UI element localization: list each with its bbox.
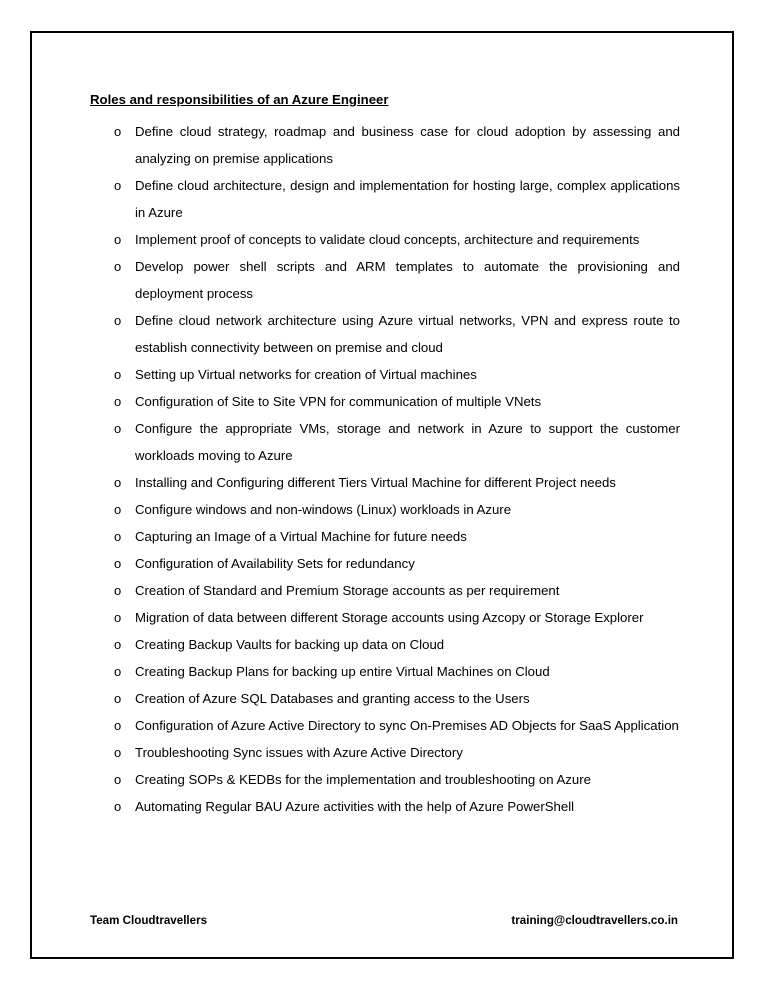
footer-team-name: Team Cloudtravellers — [90, 914, 208, 927]
bullet-icon: o — [114, 259, 122, 274]
bullet-icon: o — [114, 475, 122, 490]
bullet-icon: o — [114, 556, 122, 571]
list-item-text: Setting up Virtual networks for creation of Virtual machines — [135, 367, 477, 382]
bullet-icon: o — [114, 502, 122, 517]
list-item-text: Automating Regular BAU Azure activities with the help of Azure PowerShell — [135, 799, 575, 814]
list-item — [114, 793, 680, 820]
list-item-text: Configuration of Site to Site VPN for communication of multiple VNets — [135, 394, 542, 409]
list-item-text: Configure windows and non-windows (Linux) workloads in Azure — [135, 502, 512, 517]
list-item — [114, 253, 680, 307]
list-item-text: Creation of Standard and Premium Storage accounts as per requirement — [135, 583, 560, 598]
footer-email: training@cloudtravellers.co.in — [511, 914, 678, 927]
list-item-text: Installing and Configuring different Tiers Virtual Machine for different Project needs — [135, 475, 616, 490]
list-item — [114, 523, 680, 550]
list-item — [114, 766, 680, 793]
list-item — [114, 550, 680, 577]
bullet-icon: o — [114, 691, 122, 706]
list-item — [114, 469, 680, 496]
list-item-text: Creation of Azure SQL Databases and granting access to the Users — [135, 691, 530, 706]
list-item-text: Define cloud strategy, roadmap and business case for cloud adoption by assessing and analyzing on premise applications — [135, 124, 680, 166]
list-item — [114, 658, 680, 685]
bullet-icon: o — [114, 637, 122, 652]
list-item — [114, 226, 680, 253]
bullet-icon: o — [114, 529, 122, 544]
list-item-text: Creating SOPs & KEDBs for the implementation and troubleshooting on Azure — [135, 772, 591, 787]
list-item-text: Configuration of Availability Sets for redundancy — [135, 556, 415, 571]
bullet-icon: o — [114, 745, 122, 760]
list-item — [114, 307, 680, 361]
list-item-text: Develop power shell scripts and ARM templates to automate the provisioning and deployment process — [135, 259, 680, 301]
list-item — [114, 739, 680, 766]
bullet-icon: o — [114, 610, 122, 625]
list-item — [114, 631, 680, 658]
bullet-icon: o — [114, 367, 122, 382]
bullet-icon: o — [114, 178, 122, 193]
bullet-icon: o — [114, 799, 122, 814]
list-item-text: Configure the appropriate VMs, storage and network in Azure to support the customer workloads moving to Azure — [135, 421, 680, 463]
bullet-icon: o — [114, 772, 122, 787]
list-item — [114, 118, 680, 172]
list-item — [114, 496, 680, 523]
section-heading: Roles and responsibilities of an Azure Engineer — [90, 92, 389, 107]
list-item — [114, 388, 680, 415]
bullet-icon: o — [114, 421, 122, 436]
list-item — [114, 685, 680, 712]
list-item — [114, 604, 680, 631]
bullet-icon: o — [114, 124, 122, 139]
bullet-icon: o — [114, 718, 122, 733]
bullet-icon: o — [114, 394, 122, 409]
list-item — [114, 577, 680, 604]
list-item — [114, 172, 680, 226]
list-item-text: Implement proof of concepts to validate cloud concepts, architecture and requirements — [135, 232, 640, 247]
list-item-text: Migration of data between different Storage accounts using Azcopy or Storage Explorer — [135, 610, 644, 625]
list-item-text: Creating Backup Vaults for backing up data on Cloud — [135, 637, 445, 652]
list-item — [114, 415, 680, 469]
list-item-text: Define cloud network architecture using Azure virtual networks, VPN and express route to establish connectivity between on premise and cloud — [135, 313, 680, 355]
list-item-text: Troubleshooting Sync issues with Azure Active Directory — [135, 745, 463, 760]
list-item — [114, 361, 680, 388]
list-item-text: Configuration of Azure Active Directory to sync On-Premises AD Objects for SaaS Application — [135, 718, 679, 733]
bullet-icon: o — [114, 313, 122, 328]
responsibilities-list — [114, 118, 680, 820]
list-item-text: Define cloud architecture, design and implementation for hosting large, complex applications in Azure — [135, 178, 680, 220]
list-item-text: Creating Backup Plans for backing up entire Virtual Machines on Cloud — [135, 664, 550, 679]
bullet-icon: o — [114, 583, 122, 598]
list-item — [114, 712, 680, 739]
bullet-icon: o — [114, 664, 122, 679]
bullet-icon: o — [114, 232, 122, 247]
list-item-text: Capturing an Image of a Virtual Machine for future needs — [135, 529, 467, 544]
